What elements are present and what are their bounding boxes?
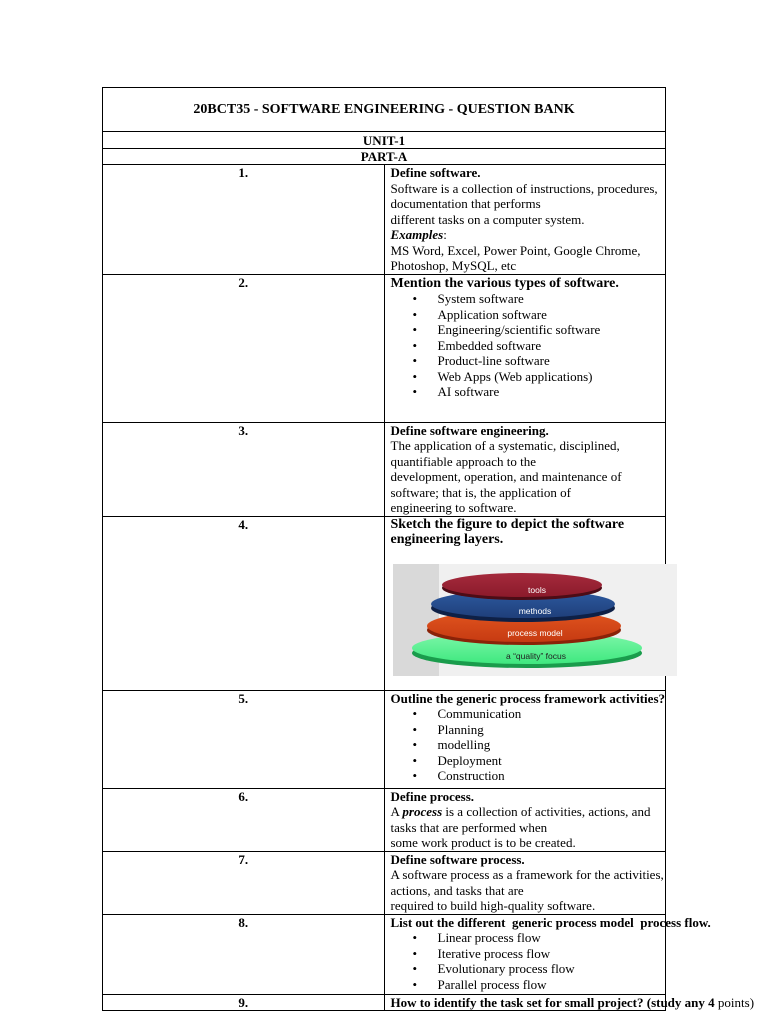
examples-label-line bbox=[391, 227, 666, 243]
question-cell bbox=[384, 788, 666, 851]
question-cell bbox=[384, 422, 666, 516]
list-item: • Construction bbox=[438, 768, 666, 784]
list-item: • Embedded software bbox=[438, 338, 666, 354]
title-row bbox=[103, 88, 666, 132]
question-row-6 bbox=[103, 788, 666, 851]
question-bank-page bbox=[102, 87, 755, 1011]
question-text: List out the different generic process model process flow. bbox=[390, 914, 711, 930]
answer-line bbox=[391, 804, 666, 835]
question-row-9 bbox=[103, 994, 666, 1011]
answer-line: development, operation, and maintenance of software; that is, the application of bbox=[390, 469, 622, 500]
answer-list bbox=[391, 930, 666, 992]
list-item: • Planning bbox=[438, 722, 666, 738]
software-engineering-layers-figure bbox=[393, 564, 677, 676]
answer-list bbox=[391, 706, 666, 784]
process-model-label: process model bbox=[506, 627, 563, 638]
list-item: • Iterative process flow bbox=[438, 946, 666, 962]
list-item: • Application software bbox=[438, 307, 666, 323]
question-row-3 bbox=[103, 422, 666, 516]
examples-list: MS Word, Excel, Power Point, Google Chrome, Photoshop, MySQL, etc bbox=[390, 242, 641, 273]
question-number: 7. bbox=[103, 851, 385, 914]
answer-line: Software is a collection of instructions, procedures, documentation that performs bbox=[390, 180, 658, 211]
question-cell bbox=[384, 994, 755, 1011]
answer-line: some work product is to be created. bbox=[390, 835, 576, 850]
question-text: Mention the various types of software. bbox=[390, 275, 619, 291]
question-cell bbox=[384, 851, 666, 914]
quality-focus-label: a “quality” focus bbox=[505, 650, 566, 661]
question-number: 2. bbox=[103, 274, 385, 422]
answer-line: The application of a systematic, disciplined, quantifiable approach to the bbox=[390, 438, 620, 469]
question-cell bbox=[384, 274, 666, 422]
part-row bbox=[103, 149, 666, 165]
question-cell bbox=[384, 516, 666, 690]
list-item: • Product-line software bbox=[438, 353, 666, 369]
question-number: 1. bbox=[103, 165, 385, 275]
list-item: • Communication bbox=[438, 706, 666, 722]
list-item: • modelling bbox=[438, 737, 666, 753]
list-item: • Linear process flow bbox=[438, 930, 666, 946]
examples-colon: : bbox=[443, 227, 447, 242]
question-text: Define process. bbox=[390, 788, 475, 804]
question-number: 6. bbox=[103, 788, 385, 851]
methods-label: methods bbox=[518, 605, 551, 616]
question-number: 8. bbox=[103, 914, 385, 994]
question-text: How to identify the task set for small project? (study any 4 bbox=[390, 994, 718, 1010]
list-item: • Web Apps (Web applications) bbox=[438, 369, 666, 385]
list-item: • AI software bbox=[438, 384, 666, 400]
list-item: • Deployment bbox=[438, 753, 666, 769]
tools-layer bbox=[442, 573, 602, 597]
answer-list bbox=[391, 291, 666, 400]
examples-label: Examples bbox=[390, 227, 444, 242]
question-cell bbox=[384, 690, 666, 788]
question-number: 3. bbox=[103, 422, 385, 516]
question-row-8 bbox=[103, 914, 666, 994]
part-heading: PART-A bbox=[103, 149, 666, 165]
question-row-2 bbox=[103, 274, 666, 422]
tools-label: tools bbox=[527, 584, 546, 595]
list-item: • Parallel process flow bbox=[438, 977, 666, 993]
question-cell bbox=[384, 914, 711, 994]
question-bank-table bbox=[102, 87, 755, 1011]
answer-line: required to build high-quality software. bbox=[390, 898, 596, 913]
question-text: Define software. bbox=[390, 165, 481, 180]
question-row-5 bbox=[103, 690, 666, 788]
question-row-4 bbox=[103, 516, 666, 690]
question-number: 4. bbox=[103, 516, 385, 690]
process-term: process bbox=[402, 804, 443, 819]
question-text: Define software process. bbox=[390, 851, 525, 867]
question-text: Sketch the figure to depict the software engineering layers. bbox=[390, 516, 625, 547]
question-number: 9. bbox=[103, 994, 385, 1011]
question-text: Define software engineering. bbox=[390, 422, 549, 438]
answer-line: engineering to software. bbox=[390, 500, 517, 515]
question-cell bbox=[384, 165, 666, 275]
question-text: Outline the generic process framework activities? bbox=[390, 690, 665, 706]
question-row-1 bbox=[103, 165, 666, 275]
question-text-tail: points) bbox=[717, 994, 755, 1010]
question-row-7 bbox=[103, 851, 666, 914]
document-title: 20BCT35 - SOFTWARE ENGINEERING - QUESTION BANK bbox=[103, 88, 666, 132]
answer-text: is a collection of activities, actions, and tasks that are performed when bbox=[390, 804, 651, 835]
question-text-line bbox=[391, 995, 755, 1010]
answer-line: different tasks on a computer system. bbox=[390, 211, 585, 227]
unit-heading: UNIT-1 bbox=[103, 132, 666, 149]
list-item: • Engineering/scientific software bbox=[438, 322, 666, 338]
question-number: 5. bbox=[103, 690, 385, 788]
layers-diagram bbox=[393, 564, 677, 676]
list-item: • Evolutionary process flow bbox=[438, 961, 666, 977]
list-item: • System software bbox=[438, 291, 666, 307]
answer-line: A software process as a framework for the activities, actions, and tasks that are bbox=[390, 867, 664, 898]
answer-text: A bbox=[390, 804, 403, 819]
unit-row bbox=[103, 132, 666, 149]
